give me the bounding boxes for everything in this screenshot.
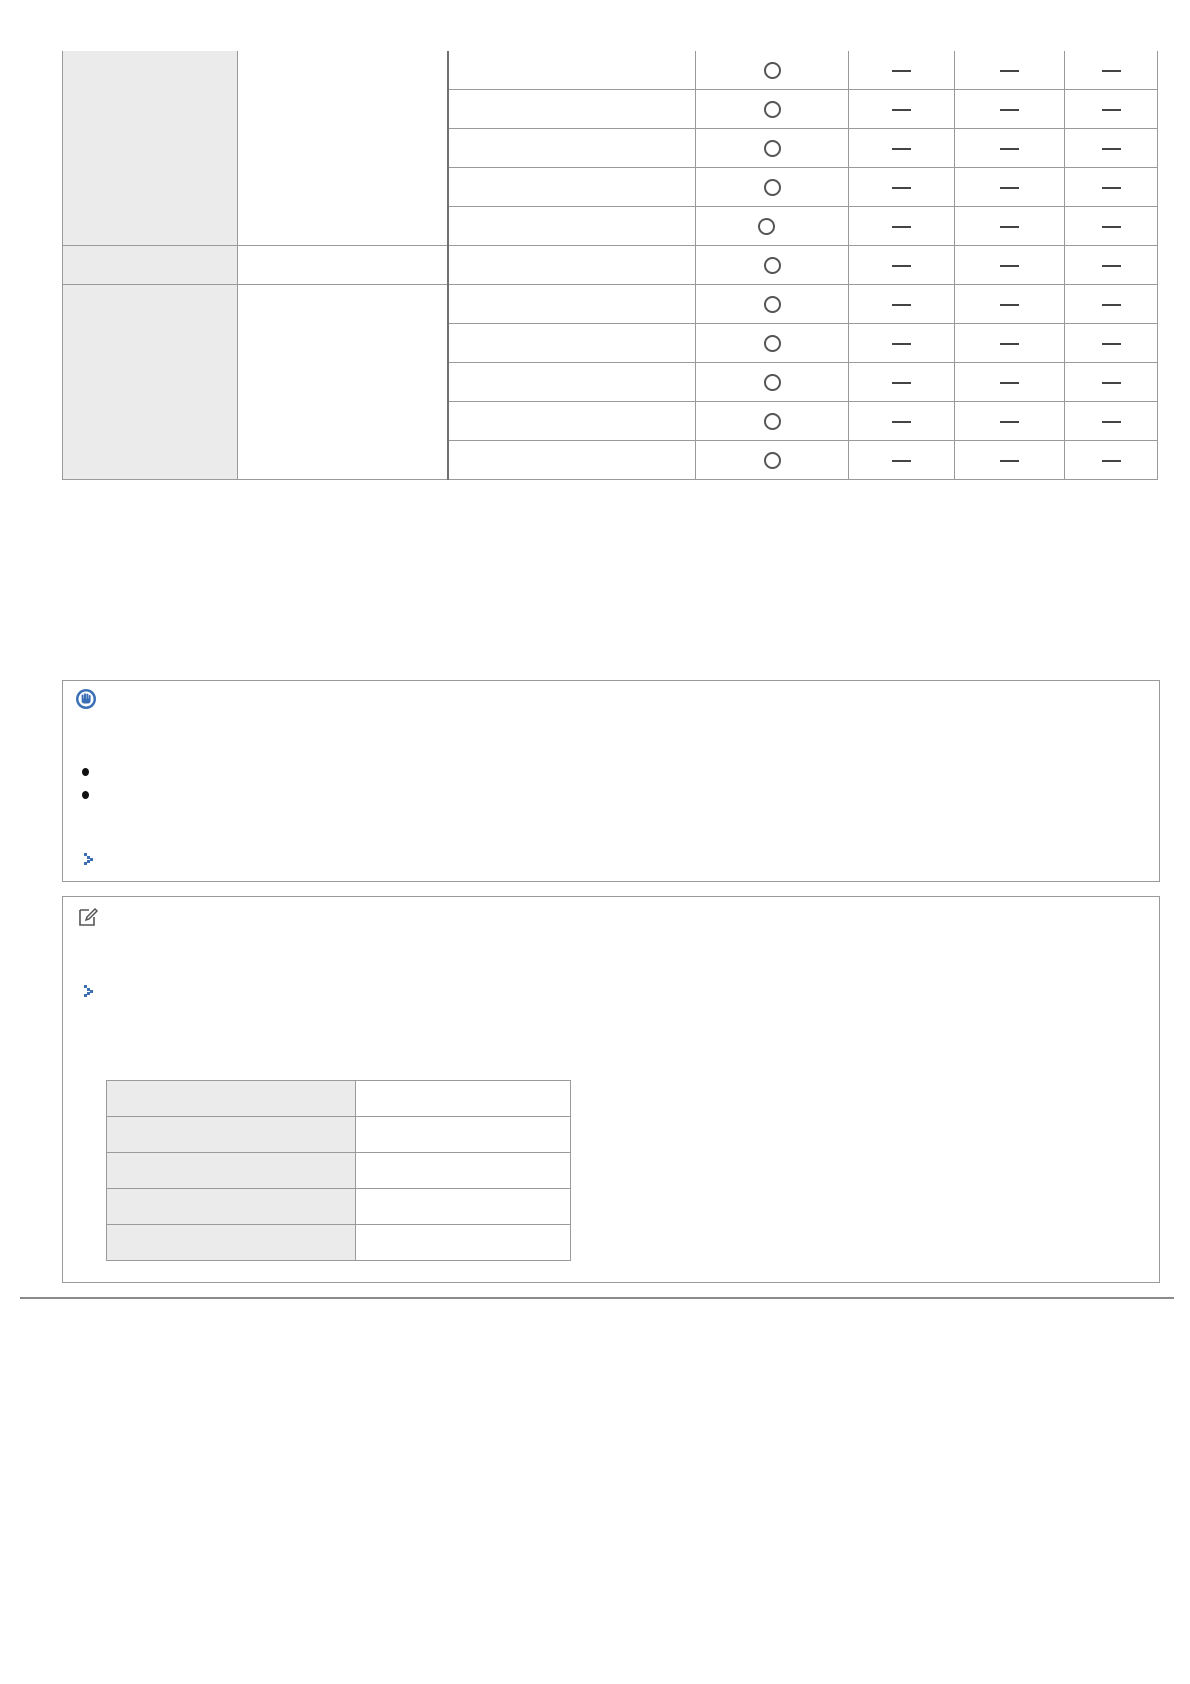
item-cell (448, 129, 696, 168)
dash-mark-icon (892, 226, 911, 228)
dash-mark-icon (1000, 226, 1019, 228)
group-header-cell (63, 246, 238, 285)
support-cell (1065, 207, 1158, 246)
inner-table (106, 1080, 571, 1261)
item-cell (448, 90, 696, 129)
label-cell (107, 1189, 356, 1225)
table-row (107, 1189, 571, 1225)
support-cell (696, 402, 849, 441)
table-row (107, 1153, 571, 1189)
support-cell (1065, 402, 1158, 441)
support-cell (1065, 324, 1158, 363)
dash-mark-icon (892, 109, 911, 111)
support-cell (955, 129, 1065, 168)
dash-mark-icon (1000, 460, 1019, 462)
note-box (62, 896, 1160, 1283)
support-cell (696, 51, 849, 90)
table-row (107, 1117, 571, 1153)
dash-mark-icon (1102, 382, 1121, 384)
footer-divider (20, 1297, 1174, 1299)
item-cell (448, 324, 696, 363)
circle-mark-icon (758, 218, 775, 235)
dash-mark-icon (1102, 343, 1121, 345)
support-cell (696, 168, 849, 207)
support-cell (849, 90, 955, 129)
memo-pencil-icon (77, 906, 99, 928)
value-cell (356, 1081, 571, 1117)
support-cell (1065, 168, 1158, 207)
important-notice-box (62, 680, 1160, 882)
dash-mark-icon (1102, 421, 1121, 423)
dash-mark-icon (892, 421, 911, 423)
value-cell (356, 1153, 571, 1189)
dash-mark-icon (1102, 109, 1121, 111)
circle-mark-icon (764, 140, 781, 157)
support-cell (955, 207, 1065, 246)
support-cell (1065, 90, 1158, 129)
item-cell (448, 51, 696, 90)
hand-stop-icon (75, 688, 97, 710)
support-cell (696, 441, 849, 480)
support-cell (849, 246, 955, 285)
dash-mark-icon (1102, 460, 1121, 462)
table-row (63, 51, 1158, 90)
circle-mark-icon (764, 413, 781, 430)
item-cell (448, 363, 696, 402)
link-arrow-icon[interactable] (84, 853, 94, 865)
value-cell (356, 1189, 571, 1225)
support-cell (696, 129, 849, 168)
support-cell (849, 324, 955, 363)
dash-mark-icon (892, 70, 911, 72)
circle-mark-icon (764, 374, 781, 391)
dash-mark-icon (892, 460, 911, 462)
dash-mark-icon (1000, 304, 1019, 306)
support-cell (1065, 285, 1158, 324)
table-row (63, 246, 1158, 285)
dash-mark-icon (892, 187, 911, 189)
support-cell (849, 441, 955, 480)
support-cell (849, 168, 955, 207)
circle-mark-icon (764, 179, 781, 196)
item-cell (448, 207, 696, 246)
label-cell (107, 1081, 356, 1117)
item-cell (448, 402, 696, 441)
item-cell (448, 246, 696, 285)
item-cell (448, 441, 696, 480)
item-cell (448, 168, 696, 207)
circle-mark-icon (764, 296, 781, 313)
support-cell (955, 285, 1065, 324)
dash-mark-icon (1000, 265, 1019, 267)
dash-mark-icon (1102, 70, 1121, 72)
dash-mark-icon (892, 382, 911, 384)
value-cell (356, 1225, 571, 1261)
dash-mark-icon (1000, 70, 1019, 72)
circle-mark-icon (764, 335, 781, 352)
bullet-point (82, 768, 89, 776)
support-cell (849, 285, 955, 324)
support-cell (955, 90, 1065, 129)
support-cell (696, 285, 849, 324)
item-cell (448, 285, 696, 324)
circle-mark-icon (764, 101, 781, 118)
circle-mark-icon (764, 62, 781, 79)
dash-mark-icon (1000, 187, 1019, 189)
table-row (107, 1225, 571, 1261)
support-cell (696, 363, 849, 402)
support-cell (955, 363, 1065, 402)
table-row (63, 285, 1158, 324)
support-cell (1065, 51, 1158, 90)
support-cell (955, 324, 1065, 363)
support-cell (1065, 246, 1158, 285)
group-header-cell (63, 285, 238, 480)
label-cell (107, 1225, 356, 1261)
support-cell (696, 207, 849, 246)
support-cell (849, 402, 955, 441)
support-cell (1065, 363, 1158, 402)
dash-mark-icon (892, 343, 911, 345)
support-cell (1065, 441, 1158, 480)
support-cell (849, 129, 955, 168)
dash-mark-icon (1102, 187, 1121, 189)
label-cell (107, 1117, 356, 1153)
support-cell (849, 51, 955, 90)
dash-mark-icon (892, 148, 911, 150)
group-sub-cell (238, 51, 448, 246)
dash-mark-icon (1102, 148, 1121, 150)
support-cell (696, 246, 849, 285)
dash-mark-icon (1000, 109, 1019, 111)
support-cell (696, 324, 849, 363)
circle-mark-icon (764, 257, 781, 274)
dash-mark-icon (1102, 265, 1121, 267)
dash-mark-icon (1102, 304, 1121, 306)
group-header-cell (63, 51, 238, 246)
support-cell (955, 441, 1065, 480)
dash-mark-icon (1000, 148, 1019, 150)
circle-mark-icon (764, 452, 781, 469)
support-cell (1065, 129, 1158, 168)
dash-mark-icon (892, 265, 911, 267)
support-cell (849, 363, 955, 402)
dash-mark-icon (1000, 382, 1019, 384)
bullet-point (82, 791, 89, 799)
dash-mark-icon (1102, 226, 1121, 228)
link-arrow-icon[interactable] (84, 985, 94, 997)
value-cell (356, 1117, 571, 1153)
table-row (107, 1081, 571, 1117)
support-cell (955, 168, 1065, 207)
support-cell (955, 51, 1065, 90)
feature-table (62, 51, 1158, 480)
support-cell (696, 90, 849, 129)
label-cell (107, 1153, 356, 1189)
support-cell (849, 207, 955, 246)
group-sub-cell (238, 285, 448, 480)
dash-mark-icon (1000, 421, 1019, 423)
support-cell (955, 246, 1065, 285)
support-cell (955, 402, 1065, 441)
dash-mark-icon (1000, 343, 1019, 345)
dash-mark-icon (892, 304, 911, 306)
group-sub-cell (238, 246, 448, 285)
